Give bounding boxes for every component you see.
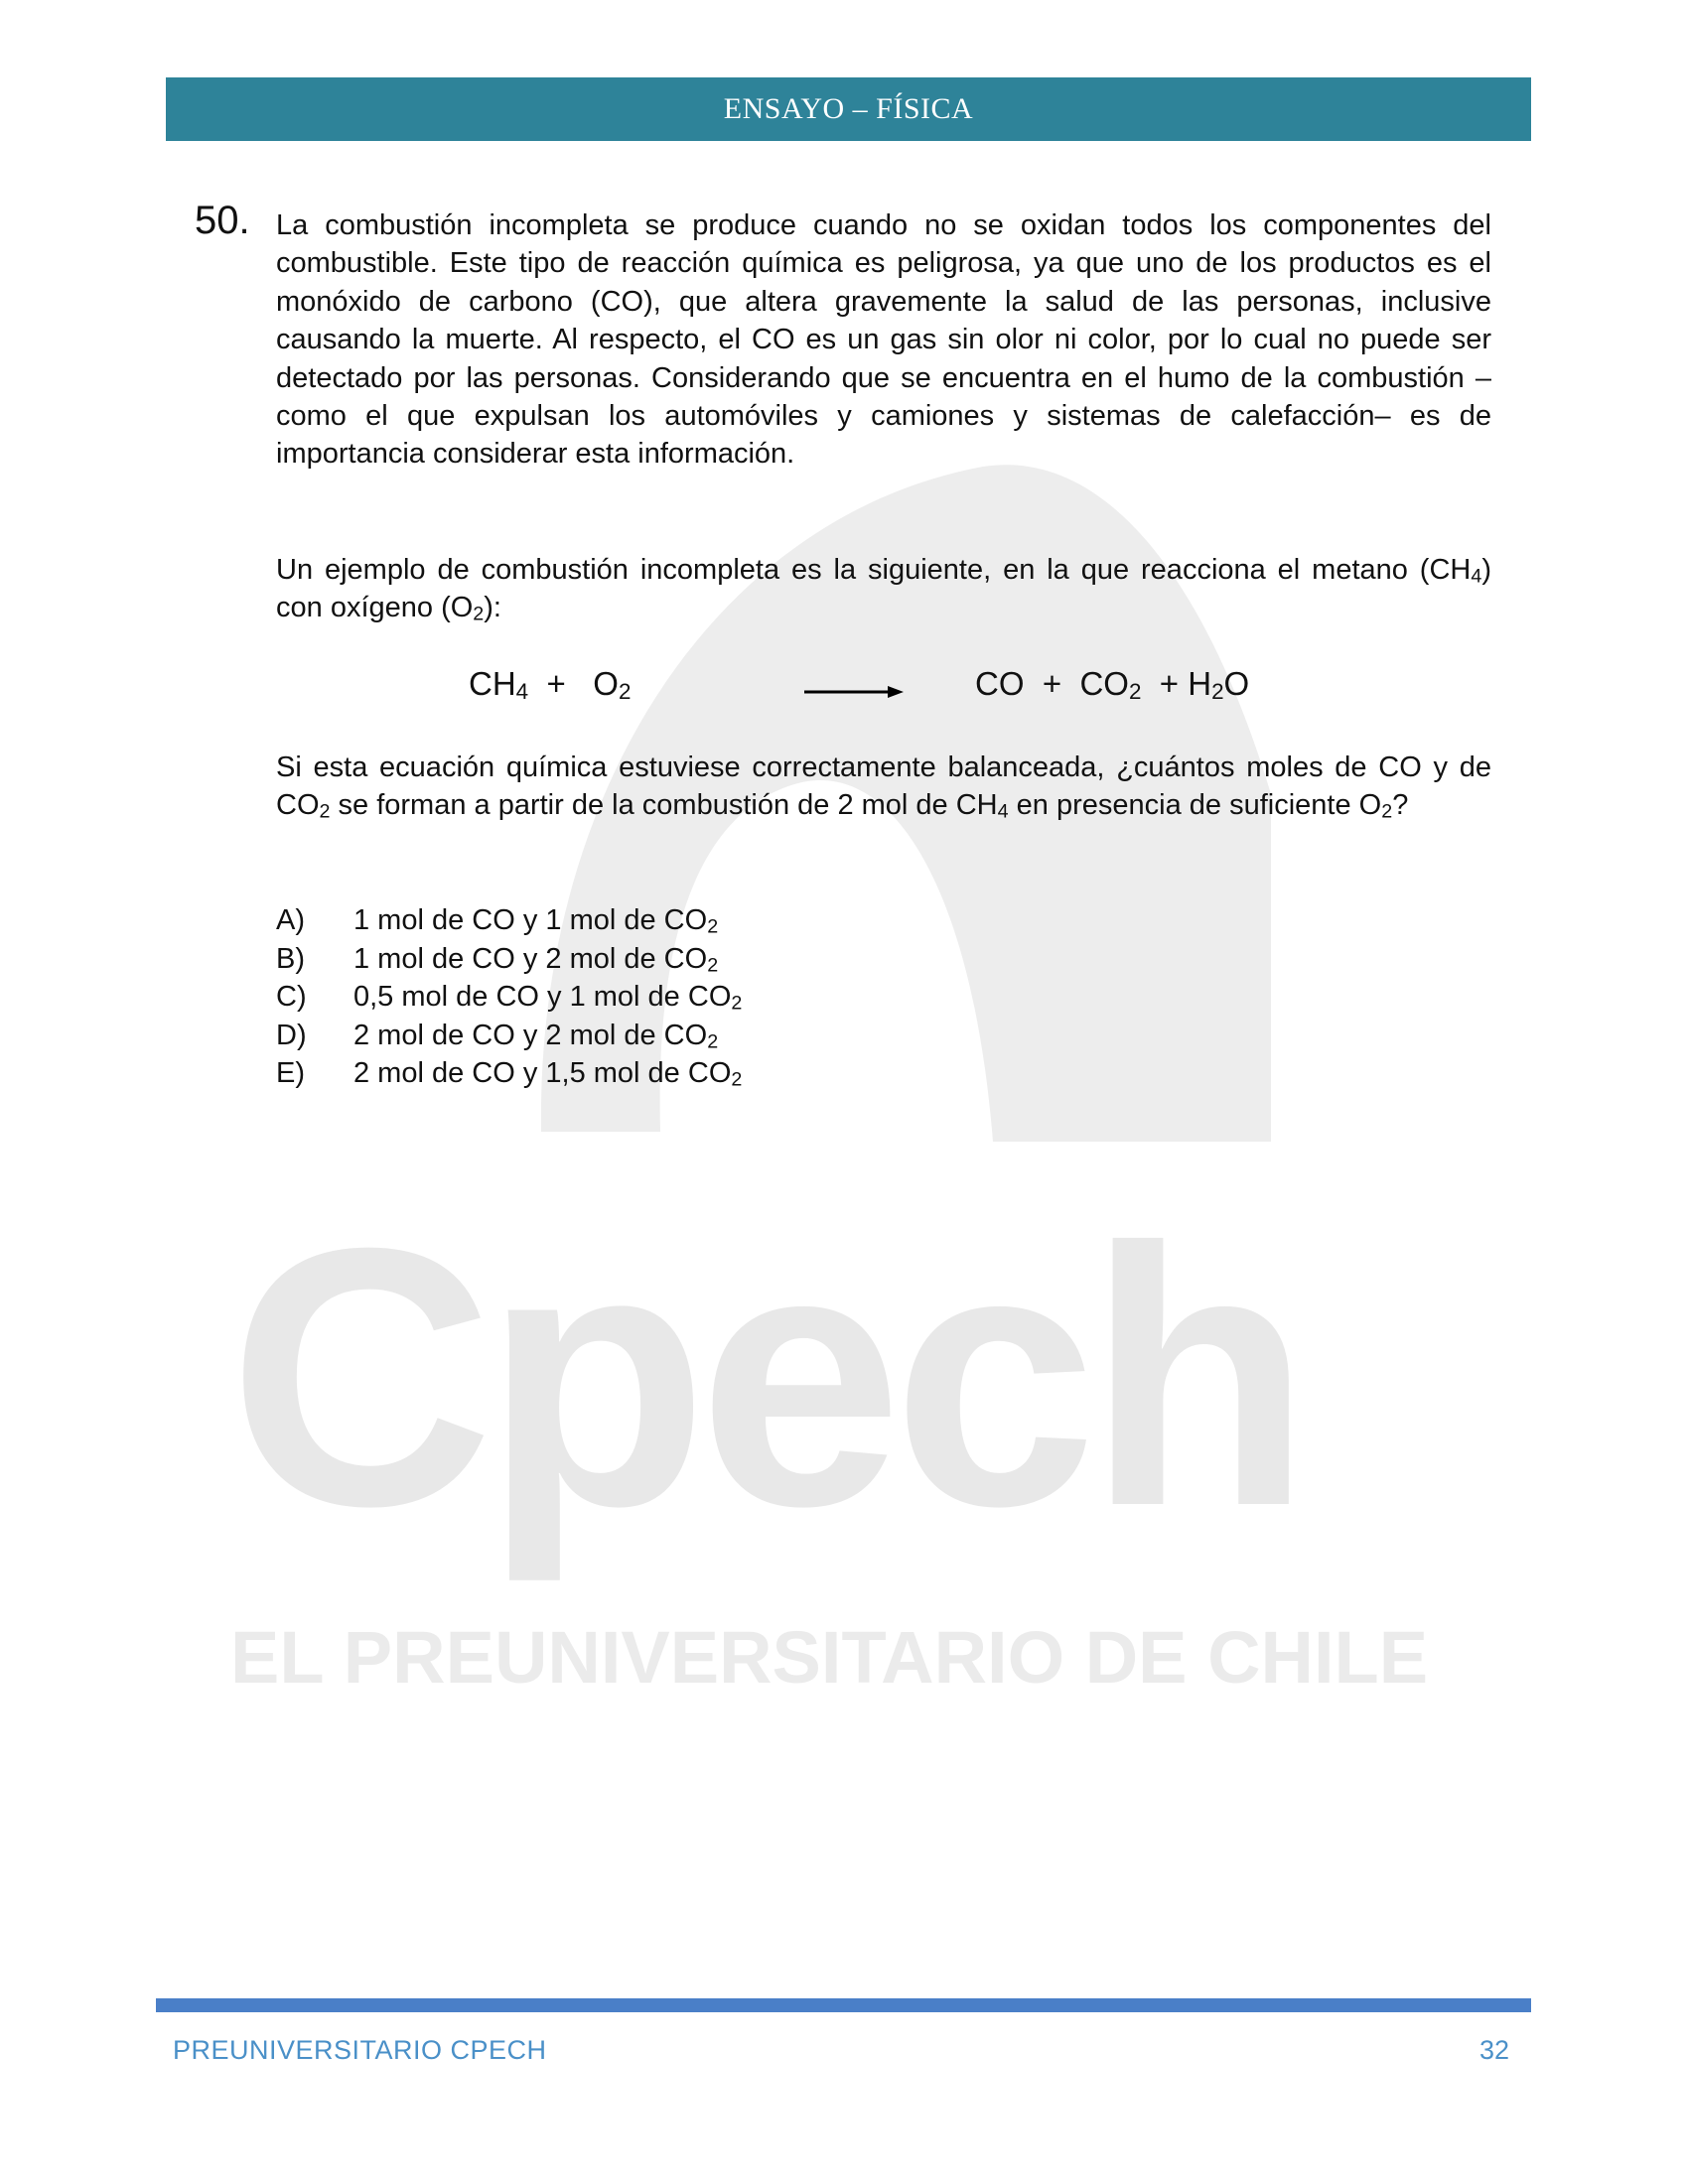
- example-paragraph: Un ejemplo de combustión incompleta es la siguiente, en la que reacciona el metano $(CH_4)$ con oxígeno $(O_2)$:: [276, 554, 1491, 625]
- equation-reactants: $CH_4 + O_2$: [469, 665, 632, 705]
- option-text: 2 mol de CO y 2 mol de $CO_2$: [353, 1019, 719, 1053]
- option-letter: E): [276, 1057, 305, 1090]
- footer-brand: PREUNIVERSITARIO CPECH: [173, 2035, 547, 2065]
- option-text: 1 mol de CO y 1 mol de $CO_2$: [353, 904, 719, 938]
- watermark-logo-text: Cpech: [228, 1172, 1302, 1582]
- footer-bar: [156, 1998, 1531, 2012]
- option-e[interactable]: [276, 1054, 742, 1093]
- answer-options: [276, 901, 742, 1093]
- equation-products: CO + $CO_2 + H_2O$: [975, 665, 1250, 705]
- option-c[interactable]: [276, 978, 742, 1017]
- question-intro: La combustión incompleta se produce cuando no se oxidan todos los componentes del combustible. Este tipo de reacción química es peligrosa, ya que uno de los productos es el monóxido de carbono (CO), que altera gravemente la salud de las personas, inclusive causando la muerte. Al respecto, el CO es un gas sin olor ni color, por lo cual no puede ser detectado por las personas. Considerando que se encuentra en el humo de la combustión –como el que expulsan los automóviles y camiones y sistemas de calefacción– es de importancia considerar esta información.: [276, 209, 1491, 471]
- option-letter: B): [276, 942, 305, 975]
- page-number: 32: [1479, 2035, 1510, 2065]
- option-letter: D): [276, 1019, 307, 1051]
- option-text: 0,5 mol de CO y 1 mol de $CO_2$: [353, 981, 743, 1015]
- question-number: 50.: [195, 199, 250, 242]
- watermark-tagline: EL PREUNIVERSITARIO DE CHILE: [230, 1616, 1429, 1699]
- question-prompt: Si esta ecuación química estuviese correctamente balanceada, ¿cuántos moles de CO y de $CO_2$ se forman a partir de la combustión de 2 mol de $CH_4$ en presencia de suficiente $O_2$?: [276, 751, 1491, 823]
- header-title: ENSAYO – FÍSICA: [723, 92, 974, 125]
- option-b[interactable]: [276, 940, 742, 979]
- reaction-arrow-icon: [804, 685, 904, 699]
- header-band: [166, 77, 1531, 141]
- option-text: 1 mol de CO y 2 mol de $CO_2$: [353, 942, 719, 977]
- option-letter: A): [276, 904, 305, 936]
- option-letter: C): [276, 981, 307, 1014]
- option-text: 2 mol de CO y 1,5 mol de $CO_2$: [353, 1057, 743, 1091]
- option-a[interactable]: [276, 901, 742, 940]
- option-d[interactable]: [276, 1017, 742, 1055]
